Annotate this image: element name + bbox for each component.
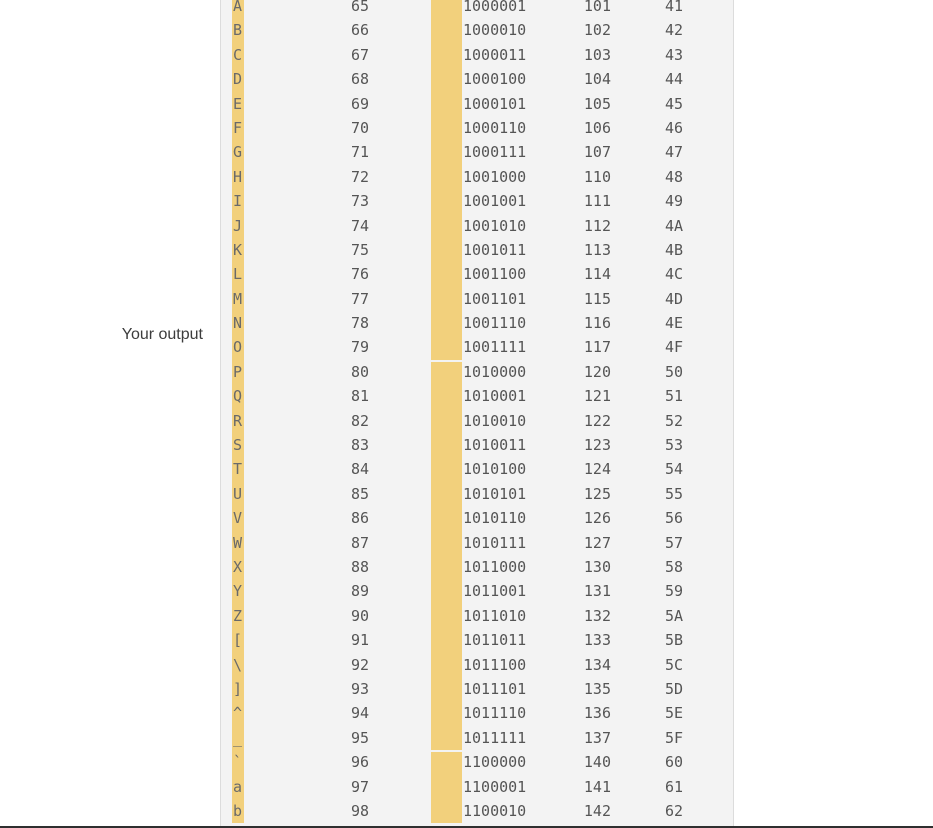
highlight-gap: [431, 311, 462, 335]
table-row: [221, 628, 733, 652]
hex-cell: 55: [664, 484, 683, 503]
table-row: [221, 775, 733, 799]
decimal-cell: 93: [350, 679, 369, 698]
decimal-cell: 88: [350, 557, 369, 576]
octal-cell: 104: [583, 70, 611, 89]
hex-cell: 4A: [664, 216, 683, 235]
decimal-cell: 71: [350, 143, 369, 162]
octal-cell: 136: [583, 704, 611, 723]
decimal-cell: 84: [350, 460, 369, 479]
decimal-cell: 94: [350, 704, 369, 723]
highlight-gap: [431, 189, 462, 213]
octal-cell: 131: [583, 582, 611, 601]
highlight-gap: [431, 604, 462, 628]
binary-cell: 1011001: [463, 582, 527, 601]
table-row: [221, 116, 733, 140]
char-cell: Z: [232, 604, 244, 628]
table-row: [221, 287, 733, 311]
highlight-gap: [431, 506, 462, 530]
highlight-gap: [431, 43, 462, 67]
table-row: [221, 457, 733, 481]
table-row: [221, 189, 733, 213]
hex-cell: 57: [664, 533, 683, 552]
table-row: [221, 335, 733, 359]
table-row: [221, 555, 733, 579]
octal-cell: 121: [583, 387, 611, 406]
decimal-cell: 69: [350, 94, 369, 113]
highlight-gap: [431, 67, 462, 91]
highlight-gap: [431, 116, 462, 140]
hex-cell: 4F: [664, 338, 683, 357]
decimal-cell: 98: [350, 801, 369, 820]
char-cell: [: [232, 628, 244, 652]
hex-cell: 5A: [664, 606, 683, 625]
decimal-cell: 86: [350, 509, 369, 528]
binary-cell: 1000011: [463, 45, 527, 64]
binary-cell: 1001010: [463, 216, 527, 235]
char-cell: T: [232, 457, 244, 481]
octal-cell: 124: [583, 460, 611, 479]
table-row: [221, 726, 733, 750]
highlight-gap: [431, 384, 462, 408]
hex-cell: 53: [664, 436, 683, 455]
highlight-gap: [431, 677, 462, 701]
char-cell: U: [232, 482, 244, 506]
hex-cell: 4C: [664, 265, 683, 284]
table-row: [221, 0, 733, 18]
octal-cell: 106: [583, 118, 611, 137]
table-row: [221, 92, 733, 116]
table-row: [221, 18, 733, 42]
hex-cell: 60: [664, 753, 683, 772]
char-cell: I: [232, 189, 244, 213]
binary-cell: 1011101: [463, 679, 527, 698]
table-row: [221, 360, 733, 384]
highlight-gap: [431, 775, 462, 799]
hex-cell: 61: [664, 777, 683, 796]
octal-cell: 115: [583, 289, 611, 308]
char-cell: E: [232, 92, 244, 116]
decimal-cell: 79: [350, 338, 369, 357]
highlight-gap: [431, 92, 462, 116]
binary-cell: 1010011: [463, 436, 527, 455]
decimal-cell: 67: [350, 45, 369, 64]
char-cell: B: [232, 18, 244, 42]
highlight-gap: [431, 653, 462, 677]
table-row: [221, 701, 733, 725]
table-row: [221, 531, 733, 555]
highlight-gap: [431, 726, 462, 750]
char-cell: D: [232, 67, 244, 91]
decimal-cell: 83: [350, 436, 369, 455]
decimal-cell: 72: [350, 167, 369, 186]
table-row: [221, 384, 733, 408]
char-cell: L: [232, 262, 244, 286]
highlight-gap: [431, 165, 462, 189]
hex-cell: 42: [664, 21, 683, 40]
octal-cell: 133: [583, 631, 611, 650]
binary-cell: 1000111: [463, 143, 527, 162]
octal-cell: 101: [583, 0, 611, 15]
hex-cell: 5C: [664, 655, 683, 674]
highlight-gap: [431, 628, 462, 652]
hex-cell: 45: [664, 94, 683, 113]
decimal-cell: 92: [350, 655, 369, 674]
char-cell: M: [232, 287, 244, 311]
char-cell: `: [232, 750, 244, 774]
highlight-gap: [431, 18, 462, 42]
output-panel[interactable]: [220, 0, 734, 828]
table-row: [221, 677, 733, 701]
table-row: [221, 165, 733, 189]
char-cell: J: [232, 214, 244, 238]
char-cell: X: [232, 555, 244, 579]
highlight-gap: [431, 409, 462, 433]
decimal-cell: 78: [350, 314, 369, 333]
decimal-cell: 91: [350, 631, 369, 650]
table-row: [221, 238, 733, 262]
octal-cell: 112: [583, 216, 611, 235]
binary-cell: 1001011: [463, 240, 527, 259]
char-cell: a: [232, 775, 244, 799]
char-cell: K: [232, 238, 244, 262]
octal-cell: 114: [583, 265, 611, 284]
char-cell: O: [232, 335, 244, 359]
decimal-cell: 95: [350, 728, 369, 747]
binary-cell: 1011110: [463, 704, 527, 723]
octal-cell: 113: [583, 240, 611, 259]
char-cell: ^: [232, 701, 244, 725]
binary-cell: 1010001: [463, 387, 527, 406]
highlight-gap: [431, 433, 462, 457]
table-row: [221, 604, 733, 628]
hex-cell: 43: [664, 45, 683, 64]
hex-cell: 62: [664, 801, 683, 820]
hex-cell: 54: [664, 460, 683, 479]
decimal-cell: 73: [350, 192, 369, 211]
octal-cell: 105: [583, 94, 611, 113]
octal-cell: 116: [583, 314, 611, 333]
highlight-gap: [431, 214, 462, 238]
highlight-gap: [431, 287, 462, 311]
hex-cell: 56: [664, 509, 683, 528]
octal-cell: 102: [583, 21, 611, 40]
table-row: [221, 43, 733, 67]
hex-cell: 4E: [664, 314, 683, 333]
ascii-table: [221, 0, 733, 823]
highlight-gap: [431, 262, 462, 286]
char-cell: A: [232, 0, 244, 18]
binary-cell: 1100000: [463, 753, 527, 772]
char-cell: V: [232, 506, 244, 530]
binary-cell: 1010100: [463, 460, 527, 479]
table-row: [221, 750, 733, 774]
char-cell: S: [232, 433, 244, 457]
hex-cell: 47: [664, 143, 683, 162]
hex-cell: 59: [664, 582, 683, 601]
binary-cell: 1000001: [463, 0, 527, 15]
binary-cell: 1010000: [463, 362, 527, 381]
table-row: [221, 214, 733, 238]
octal-cell: 120: [583, 362, 611, 381]
decimal-cell: 70: [350, 118, 369, 137]
hex-cell: 41: [664, 0, 683, 15]
hex-cell: 51: [664, 387, 683, 406]
char-cell: H: [232, 165, 244, 189]
char-cell: C: [232, 43, 244, 67]
char-cell: G: [232, 140, 244, 164]
hex-cell: 4B: [664, 240, 683, 259]
octal-cell: 123: [583, 436, 611, 455]
decimal-cell: 97: [350, 777, 369, 796]
binary-cell: 1100001: [463, 777, 527, 796]
binary-cell: 1010110: [463, 509, 527, 528]
octal-cell: 130: [583, 557, 611, 576]
hex-cell: 49: [664, 192, 683, 211]
binary-cell: 1000101: [463, 94, 527, 113]
decimal-cell: 75: [350, 240, 369, 259]
table-row: [221, 506, 733, 530]
decimal-cell: 77: [350, 289, 369, 308]
hex-cell: 50: [664, 362, 683, 381]
hex-cell: 58: [664, 557, 683, 576]
hex-cell: 5E: [664, 704, 683, 723]
decimal-cell: 80: [350, 362, 369, 381]
decimal-cell: 82: [350, 411, 369, 430]
table-row: [221, 67, 733, 91]
binary-cell: 1011111: [463, 728, 527, 747]
decimal-cell: 90: [350, 606, 369, 625]
decimal-cell: 85: [350, 484, 369, 503]
octal-cell: 140: [583, 753, 611, 772]
char-cell: Q: [232, 384, 244, 408]
hex-cell: 48: [664, 167, 683, 186]
highlight-gap: [431, 482, 462, 506]
hex-cell: 52: [664, 411, 683, 430]
binary-cell: 1000010: [463, 21, 527, 40]
highlight-gap: [431, 701, 462, 725]
decimal-cell: 74: [350, 216, 369, 235]
decimal-cell: 89: [350, 582, 369, 601]
binary-cell: 1001101: [463, 289, 527, 308]
binary-cell: 1011010: [463, 606, 527, 625]
char-cell: Y: [232, 579, 244, 603]
highlight-gap: [431, 750, 462, 774]
char-cell: P: [232, 360, 244, 384]
octal-cell: 137: [583, 728, 611, 747]
octal-cell: 126: [583, 509, 611, 528]
table-row: [221, 653, 733, 677]
octal-cell: 134: [583, 655, 611, 674]
char-cell: _: [232, 726, 244, 750]
binary-cell: 1001001: [463, 192, 527, 211]
hex-cell: 46: [664, 118, 683, 137]
table-row: [221, 311, 733, 335]
char-cell: R: [232, 409, 244, 433]
octal-cell: 110: [583, 167, 611, 186]
highlight-gap: [431, 335, 462, 359]
binary-cell: 1000100: [463, 70, 527, 89]
hex-cell: 4D: [664, 289, 683, 308]
highlight-gap: [431, 799, 462, 823]
binary-cell: 1000110: [463, 118, 527, 137]
octal-cell: 117: [583, 338, 611, 357]
highlight-gap: [431, 555, 462, 579]
highlight-gap: [431, 360, 462, 384]
octal-cell: 132: [583, 606, 611, 625]
binary-cell: 1011011: [463, 631, 527, 650]
decimal-cell: 81: [350, 387, 369, 406]
binary-cell: 1001111: [463, 338, 527, 357]
table-row: [221, 262, 733, 286]
highlight-gap: [431, 238, 462, 262]
char-cell: b: [232, 799, 244, 823]
table-row: [221, 579, 733, 603]
highlight-gap: [431, 531, 462, 555]
binary-cell: 1001100: [463, 265, 527, 284]
binary-cell: 1100010: [463, 801, 527, 820]
octal-cell: 103: [583, 45, 611, 64]
octal-cell: 111: [583, 192, 611, 211]
binary-cell: 1010101: [463, 484, 527, 503]
decimal-cell: 76: [350, 265, 369, 284]
table-row: [221, 482, 733, 506]
highlight-gap: [431, 140, 462, 164]
octal-cell: 141: [583, 777, 611, 796]
octal-cell: 135: [583, 679, 611, 698]
binary-cell: 1010010: [463, 411, 527, 430]
binary-cell: 1010111: [463, 533, 527, 552]
decimal-cell: 68: [350, 70, 369, 89]
binary-cell: 1011000: [463, 557, 527, 576]
hex-cell: 5F: [664, 728, 683, 747]
octal-cell: 142: [583, 801, 611, 820]
decimal-cell: 65: [350, 0, 369, 15]
octal-cell: 127: [583, 533, 611, 552]
binary-cell: 1001000: [463, 167, 527, 186]
binary-cell: 1011100: [463, 655, 527, 674]
decimal-cell: 87: [350, 533, 369, 552]
octal-cell: 122: [583, 411, 611, 430]
hex-cell: 5B: [664, 631, 683, 650]
octal-cell: 125: [583, 484, 611, 503]
hex-cell: 44: [664, 70, 683, 89]
char-cell: N: [232, 311, 244, 335]
table-row: [221, 799, 733, 823]
table-row: [221, 433, 733, 457]
decimal-cell: 96: [350, 753, 369, 772]
octal-cell: 107: [583, 143, 611, 162]
char-cell: F: [232, 116, 244, 140]
hex-cell: 5D: [664, 679, 683, 698]
char-cell: \: [232, 653, 244, 677]
table-row: [221, 409, 733, 433]
output-label: Your output: [121, 326, 203, 343]
decimal-cell: 66: [350, 21, 369, 40]
highlight-gap: [431, 0, 462, 18]
highlight-gap: [431, 579, 462, 603]
char-cell: ]: [232, 677, 244, 701]
table-row: [221, 140, 733, 164]
highlight-gap: [431, 457, 462, 481]
char-cell: W: [232, 531, 244, 555]
binary-cell: 1001110: [463, 314, 527, 333]
